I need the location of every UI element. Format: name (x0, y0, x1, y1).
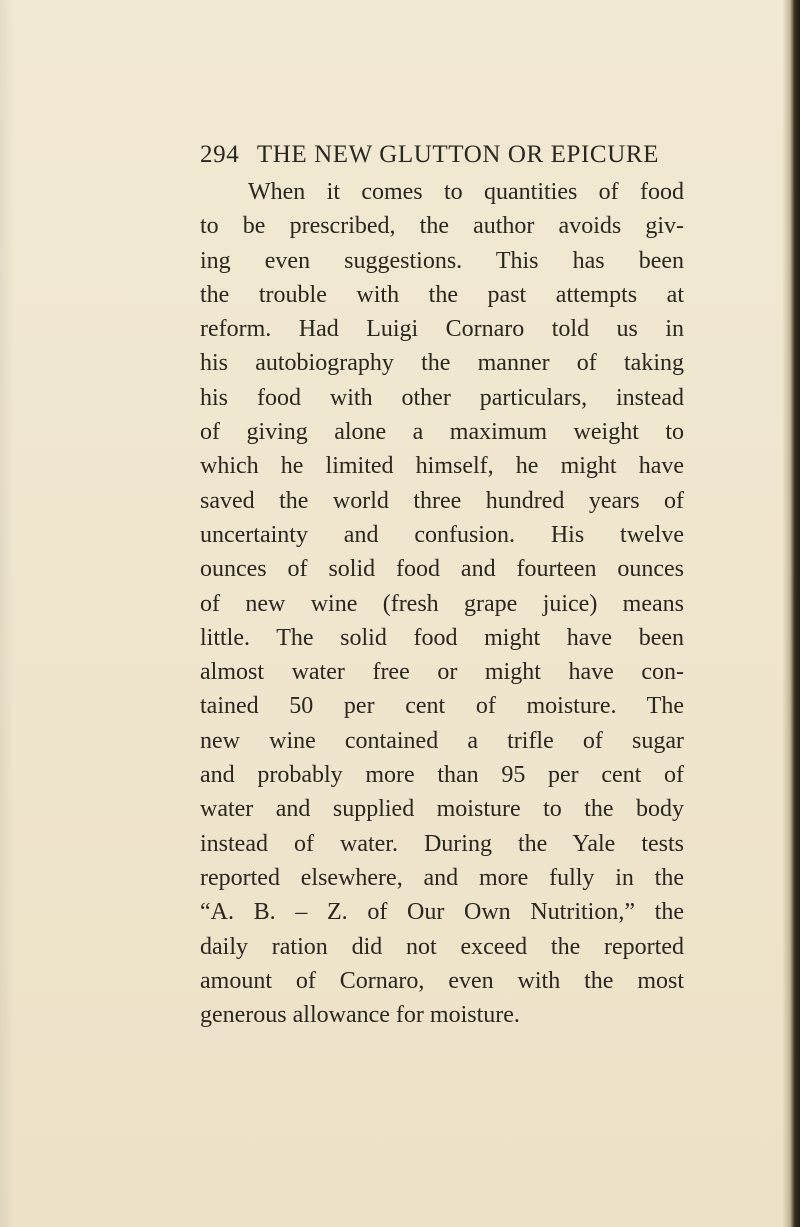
page-number: 294 (200, 141, 240, 168)
text-line: saved the world three hundred years of (200, 487, 684, 514)
running-head (200, 141, 680, 171)
text-line: instead of water. During the Yale tests (200, 830, 684, 857)
text-line: which he limited himself, he might have (200, 453, 684, 480)
text-line: almost water free or might have con- (200, 659, 684, 686)
text-line: water and supplied moisture to the body (200, 796, 684, 823)
text-line: amount of Cornaro, even with the most (200, 967, 684, 994)
text-line: little. The solid food might have been (200, 624, 684, 651)
page-edge-shadow (782, 0, 800, 1227)
text-line: his food with other particulars, instead (200, 384, 684, 411)
text-line: reported elsewhere, and more fully in the (200, 864, 684, 891)
text-line: tained 50 per cent of moisture. The (200, 693, 684, 720)
body-paragraph (200, 175, 684, 1032)
text-line: ounces of solid food and fourteen ounces (200, 556, 684, 583)
text-line: generous allowance for moisture. (200, 1002, 520, 1029)
text-line: his autobiography the manner of taking (200, 350, 684, 377)
text-line: and probably more than 95 per cent of (200, 762, 684, 789)
text-line: uncertainty and confusion. His twelve (200, 521, 684, 548)
text-line: of new wine (fresh grape juice) means (200, 590, 684, 617)
text-line: new wine contained a trifle of sugar (200, 727, 684, 754)
book-title-header: THE NEW GLUTTON OR EPICURE (256, 141, 660, 168)
text-line: of giving alone a maximum weight to (200, 419, 684, 446)
text-line: to be prescribed, the author avoids giv- (200, 213, 684, 240)
text-line: daily ration did not exceed the reported (200, 933, 684, 960)
text-line: the trouble with the past attempts at (200, 281, 684, 308)
text-line: “A. B. – Z. of Our Own Nutrition,” the (200, 899, 684, 926)
text-line: When it comes to quantities of food (248, 179, 684, 205)
text-line: ing even suggestions. This has been (200, 247, 684, 274)
text-line: reform. Had Luigi Cornaro told us in (200, 316, 684, 343)
